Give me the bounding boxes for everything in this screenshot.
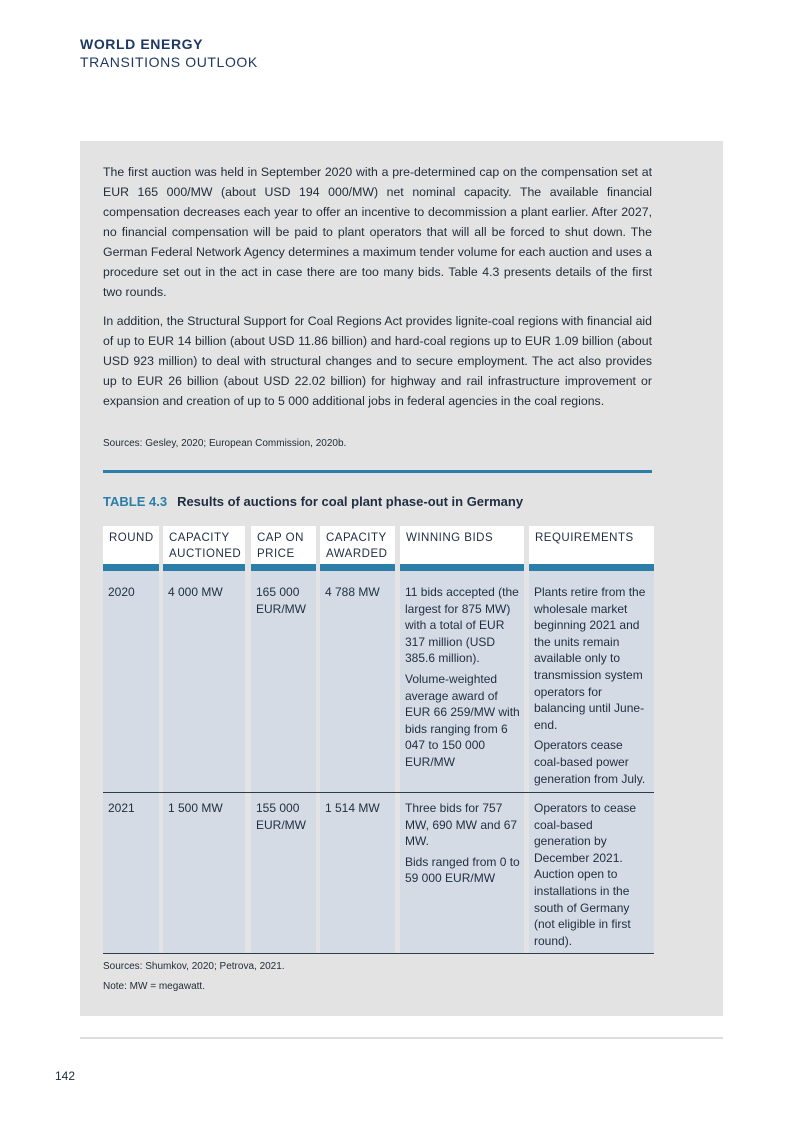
column-bg [320, 571, 395, 953]
cell-requirements [529, 584, 654, 791]
cell-capacity-awarded: 4 788 MW [325, 585, 380, 599]
column-bg [251, 571, 316, 953]
requirements-text: Operators to cease coal-based generation by December 2021. Auction open to installations in the south of Germany (not eligible in first round). [534, 801, 637, 948]
box-paragraph-1: The first auction was held in September 2020 with a pre-determined cap on the compensation set at EUR 165 000/MW (about USD 194 000/MW) net nominal capacity. The available financial compensation decreases each year to offer an incentive to decommission a plant earlier. After 2027, no financial compensation will be paid to plant operators that will all be forced to shut down. The German Federal Network Agency determines a maximum tender volume for each auction and uses a procedure set out in the act in case there are too many bids. Table 4.3 presents details of the first two rounds. [103, 165, 652, 299]
header-bar-requirements [529, 564, 654, 571]
table-number: TABLE 4.3 [103, 494, 168, 509]
winning-bids-text: Bids ranged from 0 to 59 000 EUR/MW [405, 854, 520, 886]
header-bar-capacity-awarded [320, 564, 395, 571]
column-header-capacity-auctioned: CAPACITY AUCTIONED [163, 526, 245, 564]
header-bar-winning-bids [400, 564, 524, 571]
column-header-cap-on-price: CAP ON PRICE [251, 526, 316, 564]
page-number: 142 [55, 1069, 76, 1083]
column-bg [103, 571, 159, 953]
header-bar-round [103, 564, 159, 571]
cell-winning-bids [400, 584, 524, 775]
column-bg [163, 571, 245, 953]
column-header-round: ROUND [103, 526, 159, 564]
cell-capacity-awarded: 1 514 MW [325, 801, 380, 815]
info-box [80, 141, 723, 1016]
cell-capacity-auctioned: 1 500 MW [168, 801, 223, 815]
column-header-requirements: REQUIREMENTS [529, 526, 654, 564]
table-top-rule [103, 470, 652, 473]
winning-bids-text: Three bids for 757 MW, 690 MW and 67 MW. [405, 801, 518, 849]
table-sources: Sources: Shumkov, 2020; Petrova, 2021. [103, 961, 285, 972]
cell-cap-on-price: 165 000 EUR/MW [256, 585, 306, 616]
header-bar-cap-on-price [251, 564, 316, 571]
table-caption: Results of auctions for coal plant phase-out in Germany [177, 494, 524, 509]
winning-bids-text: Volume-weighted average award of EUR 66 259/MW with bids ranging from 6 047 to 150 000 EUR/MW [405, 671, 520, 769]
row-divider [103, 792, 654, 793]
requirements-text: Operators cease coal-based power generation from July. [534, 738, 646, 786]
cell-capacity-auctioned: 4 000 MW [168, 585, 223, 599]
header-bar-capacity-auctioned [163, 564, 245, 571]
table-bottom-rule [103, 953, 654, 954]
cell-round: 2020 [108, 585, 135, 599]
column-header-capacity-awarded: CAPACITY AWARDED [320, 526, 395, 564]
footer-rule [80, 1037, 723, 1039]
report-title: WORLD ENERGY [80, 36, 204, 52]
column-header-winning-bids: WINNING BIDS [400, 526, 524, 564]
cell-cap-on-price: 155 000 EUR/MW [256, 801, 306, 832]
box-sources: Sources: Gesley, 2020; European Commission, 2020b. [103, 438, 347, 449]
table-title [103, 494, 523, 509]
cell-round: 2021 [108, 801, 135, 815]
cell-winning-bids [400, 800, 524, 891]
table-note: Note: MW = megawatt. [103, 981, 205, 992]
box-paragraph-2: In addition, the Structural Support for Coal Regions Act provides lignite-coal regions with financial aid of up to EUR 14 billion (about USD 11.86 billion) and hard-coal regions up to EUR 1.09 billion (about USD 923 million) to deal with structural changes and to secure employment. The act also provides up to EUR 26 billion (about USD 22.02 billion) for highway and rail infrastructure improvement or expansion and creation of up to 5 000 additional jobs in federal agencies in the coal regions. [103, 314, 652, 408]
report-subtitle: TRANSITIONS OUTLOOK [80, 54, 258, 70]
requirements-text: Plants retire from the wholesale market beginning 2021 and the units remain available only to transmission system operators for balancing until June-end. [534, 585, 646, 732]
winning-bids-text: 11 bids accepted (the largest for 875 MW) with a total of EUR 317 million (USD 385.6 million). [405, 585, 519, 666]
cell-requirements [529, 800, 654, 953]
